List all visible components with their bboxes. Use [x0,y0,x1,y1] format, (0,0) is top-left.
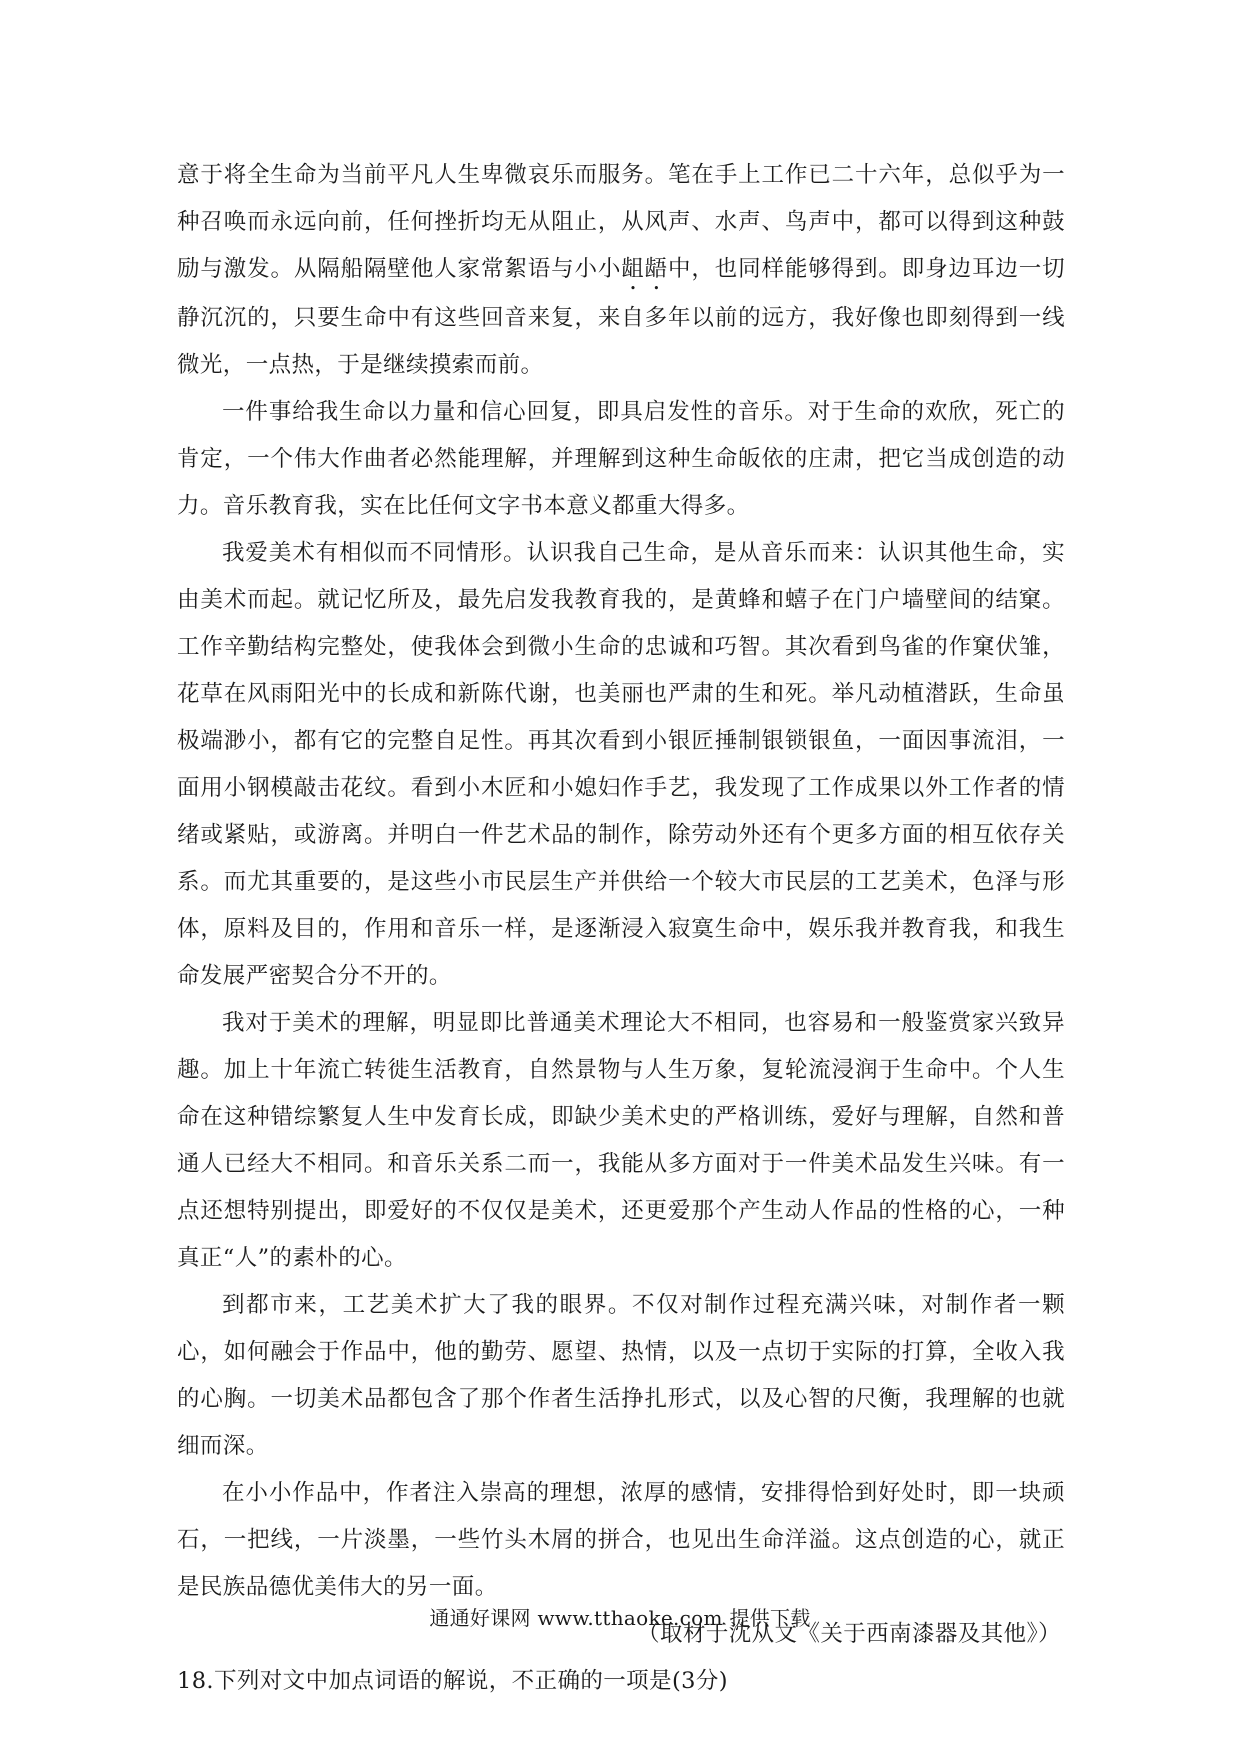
passage-paragraph-4: 我对于美术的理解，明显即比普通美术理论大不相同，也容易和一般鉴赏家兴致异趣。加上十年流亡转徙生活教育，自然景物与人生万象，复轮流浸润于生命中。个人生命在这种错综繁复人生中发育长成，即缺少美术史的严格训练，爱好与理解，自然和普通人已经大不相同。和音乐关系二而一，我能从多方面对于一件美术品发生兴味。有一点还想特别提出，即爱好的不仅仅是美术，还更爱那个产生动人作品的性格的心，一种真正“人”的素朴的心。 [177,1010,1065,1271]
passage-paragraph-6: 在小小作品中，作者注入崇高的理想，浓厚的感情，安排得恰到好处时，即一块顽石，一把线，一片淡墨，一些竹头木屑的拼合，也见出生命洋溢。这点创造的心，就正是民族品德优美伟大的另一面。 [177,1480,1065,1600]
paragraph-1-text-before: 意于将全生命为当前平凡人生卑微哀乐而服务。笔在手上工作已二十六年，总似乎为一种召唤而永远向前，任何挫折均无从阻止，从风声、水声、鸟声中，都可以得到这种鼓励与激发。从隔船隔壁他人家常絮语与小小 [177,162,1065,282]
page-footer: 通通好课网 www.tthaoke.com 提供下载 [429,1606,811,1630]
passage-paragraph-2: 一件事给我生命以力量和信心回复，即具启发性的音乐。对于生命的欢欣，死亡的肯定，一个伟大作曲者必然能理解，并理解到这种生命皈依的庄肃，把它当成创造的动力。音乐教育我，实在比任何文字书本意义都重大得多。 [177,399,1065,519]
passage-paragraph-5: 到都市来，工艺美术扩大了我的眼界。不仅对制作过程充满兴味，对制作者一颗心，如何融会于作品中，他的勤劳、愿望、热情，以及一点切于实际的打算，全收入我的心胸。一切美术品都包含了那个作者生活挣扎形式，以及心智的尺衡，我理解的也就细而深。 [177,1292,1065,1459]
question-18: 18.下列对文中加点词语的解说，不正确的一项是(3分) [177,1668,728,1694]
passage-paragraph-1 [177,152,1065,389]
paragraph-1-text-after: 中，也同样能够得到。即身边耳边一切静沉沉的，只要生命中有这些回音来复，来自多年以前的远方，我好像也即刻得到一线微光，一点热，于是继续摸索而前。 [177,256,1065,378]
passage-source: （取材于沈从文《关于西南漆器及其他》） [637,1621,1061,1647]
reading-passage [177,152,1065,1705]
emphasized-word: 龃龉 [621,256,668,282]
passage-paragraph-3: 我爱美术有相似而不同情形。认识我自己生命，是从音乐而来：认识其他生命，实由美术而起。就记忆所及，最先启发我教育我的，是黄蜂和蟢子在门户墙壁间的结窠。工作辛勤结构完整处，使我体会到微小生命的忠诚和巧智。其次看到鸟雀的作窠伏雏，花草在风雨阳光中的长成和新陈代谢，也美丽也严肃的生和死。举凡动植潜跃，生命虽极端渺小，都有它的完整自足性。再其次看到小银匠捶制银锁银鱼，一面因事流泪，一面用小钢模敲击花纹。看到小木匠和小媳妇作手艺，我发现了工作成果以外工作者的情绪或紧贴，或游离。并明白一件艺术品的制作，除劳动外还有个更多方面的相互依存关系。而尤其重要的，是这些小市民层生产并供给一个较大市民层的工艺美术，色泽与形体，原料及目的，作用和音乐一样，是逐渐浸入寂寞生命中，娱乐我并教育我，和我生命发展严密契合分不开的。 [177,540,1065,989]
